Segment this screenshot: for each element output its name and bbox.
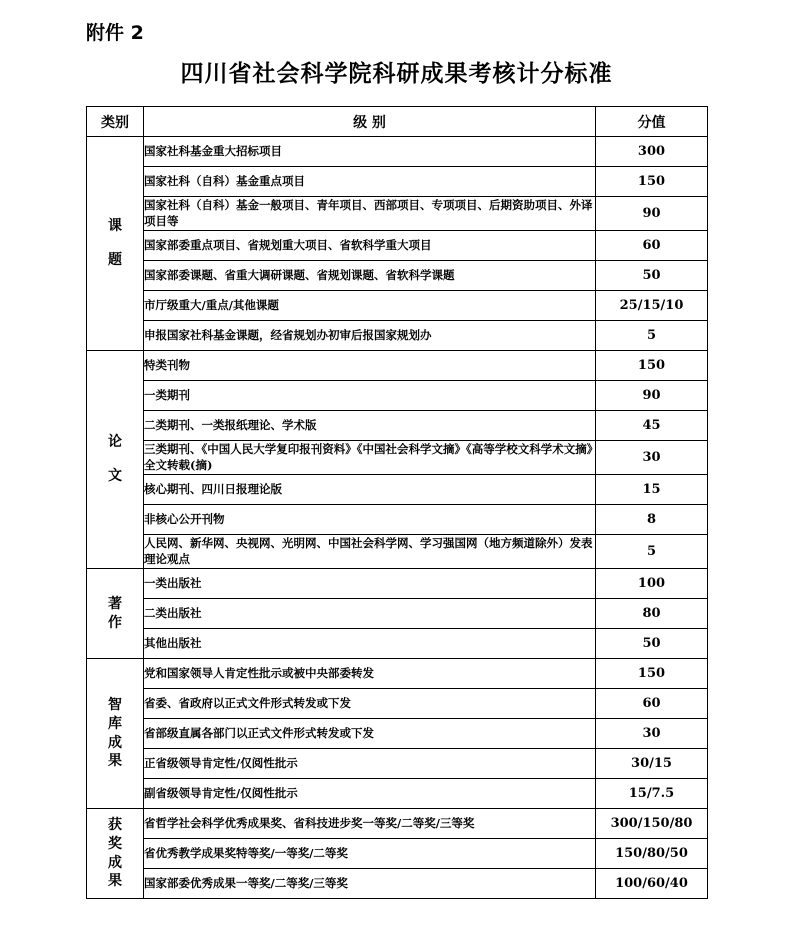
table-row xyxy=(87,475,708,505)
attachment-label: 附件 2 xyxy=(86,22,144,44)
level-cell: 国家社科（自科）基金一般项目、青年项目、西部项目、专项项目、后期资助项目、外译项目等 xyxy=(144,197,596,231)
score-cell: 150 xyxy=(596,659,708,689)
table-row xyxy=(87,535,708,569)
score-cell: 50 xyxy=(596,629,708,659)
score-cell: 30/15 xyxy=(596,749,708,779)
table-row xyxy=(87,505,708,535)
table-row xyxy=(87,689,708,719)
category-label: 智库成果 xyxy=(108,696,122,770)
score-cell: 100/60/40 xyxy=(596,869,708,899)
table-row xyxy=(87,261,708,291)
header-score: 分值 xyxy=(596,107,708,137)
score-cell: 30 xyxy=(596,719,708,749)
score-cell: 90 xyxy=(596,197,708,231)
level-cell: 一类期刊 xyxy=(144,381,596,411)
category-cell xyxy=(87,569,144,659)
level-cell: 二类期刊、一类报纸理论、学术版 xyxy=(144,411,596,441)
level-cell: 省优秀教学成果奖特等奖/一等奖/二等奖 xyxy=(144,839,596,869)
table-row xyxy=(87,411,708,441)
score-cell: 30 xyxy=(596,441,708,475)
score-cell: 15 xyxy=(596,475,708,505)
score-table xyxy=(86,106,708,899)
category-cell xyxy=(87,809,144,899)
level-cell: 党和国家领导人肯定性批示或被中央部委转发 xyxy=(144,659,596,689)
score-cell: 60 xyxy=(596,689,708,719)
table-row xyxy=(87,291,708,321)
level-cell: 特类刊物 xyxy=(144,351,596,381)
table-row xyxy=(87,231,708,261)
score-cell: 5 xyxy=(596,321,708,351)
level-cell: 正省级领导肯定性/仅阅性批示 xyxy=(144,749,596,779)
score-cell: 100 xyxy=(596,569,708,599)
category-cell xyxy=(87,351,144,569)
level-cell: 申报国家社科基金课题，经省规划办初审后报国家规划办 xyxy=(144,321,596,351)
table-row xyxy=(87,719,708,749)
table-row xyxy=(87,779,708,809)
page-title: 四川省社会科学院科研成果考核计分标准 xyxy=(180,61,613,87)
score-cell: 300/150/80 xyxy=(596,809,708,839)
level-cell: 副省级领导肯定性/仅阅性批示 xyxy=(144,779,596,809)
header-row xyxy=(87,107,708,137)
level-cell: 国家部委优秀成果一等奖/二等奖/三等奖 xyxy=(144,869,596,899)
score-cell: 15/7.5 xyxy=(596,779,708,809)
level-cell: 市厅级重大/重点/其他课题 xyxy=(144,291,596,321)
table-row xyxy=(87,351,708,381)
table-row xyxy=(87,321,708,351)
category-cell xyxy=(87,137,144,351)
table-row xyxy=(87,441,708,475)
level-cell: 其他出版社 xyxy=(144,629,596,659)
table-row xyxy=(87,749,708,779)
table-row xyxy=(87,167,708,197)
level-cell: 省部级直属各部门以正式文件形式转发或下发 xyxy=(144,719,596,749)
score-cell: 150 xyxy=(596,167,708,197)
score-cell: 150 xyxy=(596,351,708,381)
score-cell: 8 xyxy=(596,505,708,535)
level-cell: 一类出版社 xyxy=(144,569,596,599)
score-cell: 25/15/10 xyxy=(596,291,708,321)
level-cell: 国家社科基金重大招标项目 xyxy=(144,137,596,167)
table-row xyxy=(87,869,708,899)
level-cell: 省哲学社会科学优秀成果奖、省科技进步奖一等奖/二等奖/三等奖 xyxy=(144,809,596,839)
level-cell: 国家部委重点项目、省规划重大项目、省软科学重大项目 xyxy=(144,231,596,261)
table-row xyxy=(87,197,708,231)
score-cell: 300 xyxy=(596,137,708,167)
category-label: 论文 xyxy=(108,433,122,484)
table-row xyxy=(87,629,708,659)
level-cell: 人民网、新华网、央视网、光明网、中国社会科学网、学习强国网（地方频道除外）发表理论观点 xyxy=(144,535,596,569)
level-cell: 二类出版社 xyxy=(144,599,596,629)
score-cell: 80 xyxy=(596,599,708,629)
score-cell: 150/80/50 xyxy=(596,839,708,869)
category-cell xyxy=(87,659,144,809)
table-row xyxy=(87,381,708,411)
level-cell: 国家部委课题、省重大调研课题、省规划课题、省软科学课题 xyxy=(144,261,596,291)
header-level: 级 别 xyxy=(144,107,596,137)
score-cell: 50 xyxy=(596,261,708,291)
level-cell: 省委、省政府以正式文件形式转发或下发 xyxy=(144,689,596,719)
table-row xyxy=(87,659,708,689)
level-cell: 三类期刊、《中国人民大学复印报刊资料》《中国社会科学文摘》《高等学校文科学术文摘》全文转载(摘) xyxy=(144,441,596,475)
table-row xyxy=(87,137,708,167)
score-cell: 60 xyxy=(596,231,708,261)
table-row xyxy=(87,809,708,839)
category-label: 著作 xyxy=(108,595,122,631)
score-cell: 45 xyxy=(596,411,708,441)
category-label: 课题 xyxy=(108,217,122,268)
table-row xyxy=(87,599,708,629)
category-label: 获奖成果 xyxy=(108,816,122,890)
header-category: 类别 xyxy=(87,107,144,137)
score-cell: 90 xyxy=(596,381,708,411)
level-cell: 非核心公开刊物 xyxy=(144,505,596,535)
level-cell: 核心期刊、四川日报理论版 xyxy=(144,475,596,505)
table-row xyxy=(87,569,708,599)
score-cell: 5 xyxy=(596,535,708,569)
level-cell: 国家社科（自科）基金重点项目 xyxy=(144,167,596,197)
table-row xyxy=(87,839,708,869)
